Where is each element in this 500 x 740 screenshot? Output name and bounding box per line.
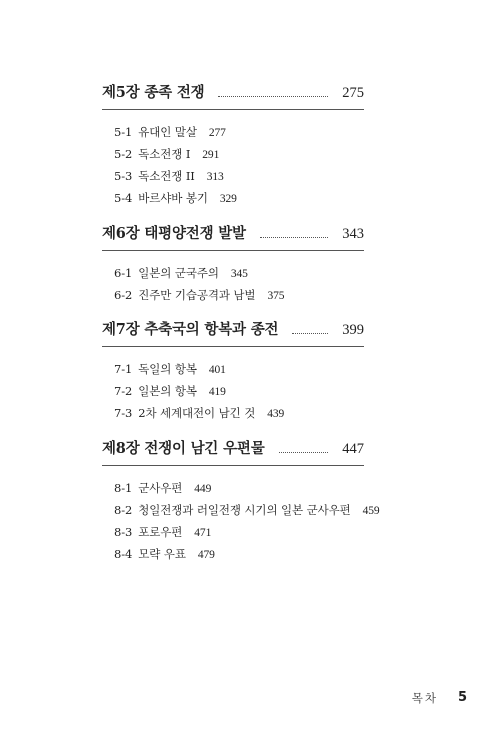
section-page: 471: [194, 527, 212, 539]
section-title: 포로우편: [138, 525, 183, 539]
section-item: [114, 143, 237, 165]
section-item: [114, 187, 237, 209]
chapter-page: 399: [342, 322, 364, 338]
section-item: [114, 165, 237, 187]
section-item: [114, 121, 237, 143]
section-title: 독소전쟁 I: [138, 147, 191, 161]
section-page: 419: [208, 386, 226, 398]
chapter-6: [102, 222, 364, 302]
section-list: [114, 121, 237, 209]
section-list: [114, 262, 284, 306]
section-page: 375: [267, 290, 285, 302]
chapter-8: [102, 437, 380, 561]
chapter-page: 343: [342, 226, 364, 242]
section-title: 진주만 기습공격과 남벌: [138, 288, 256, 302]
section-item: [114, 358, 284, 380]
chapter-title: 제8장 전쟁이 남긴 우편물: [102, 440, 265, 457]
section-title: 독일의 항복: [138, 362, 197, 376]
section-item: [114, 477, 380, 499]
chapter-heading: [102, 318, 364, 342]
section-item: [114, 262, 284, 284]
section-page: 277: [208, 127, 226, 139]
chapter-divider: [102, 109, 364, 110]
page-footer: [0, 688, 500, 708]
section-number: 8-3: [114, 525, 133, 539]
chapter-title: 제6장 태평양전쟁 발발: [102, 225, 246, 242]
section-page: 459: [362, 505, 380, 517]
section-title: 청일전쟁과 러일전쟁 시기의 일본 군사우편: [138, 503, 351, 517]
section-title: 군사우편: [138, 481, 183, 495]
section-number: 7-1: [114, 362, 133, 376]
dot-leader: [292, 333, 328, 334]
section-page: 329: [219, 193, 237, 205]
section-number: 8-1: [114, 481, 133, 495]
section-item: [114, 543, 380, 565]
section-number: 7-3: [114, 406, 133, 420]
section-number: 7-2: [114, 384, 133, 398]
section-page: 291: [202, 149, 220, 161]
section-number: 5-2: [114, 147, 133, 161]
section-number: 6-2: [114, 288, 133, 302]
section-item: [114, 284, 284, 306]
section-number: 5-4: [114, 191, 133, 205]
chapter-divider: [102, 465, 364, 466]
section-page: 479: [197, 549, 215, 561]
footer-section-label: 목차: [411, 691, 438, 705]
page-number: 5: [457, 690, 467, 705]
section-title: 모략 우표: [138, 547, 186, 561]
section-list: [114, 477, 380, 565]
section-item: [114, 499, 380, 521]
section-number: 6-1: [114, 266, 133, 280]
dot-leader: [260, 237, 328, 238]
section-title: 일본의 항복: [138, 384, 197, 398]
section-number: 8-4: [114, 547, 133, 561]
section-title: 일본의 군국주의: [138, 266, 219, 280]
section-title: 독소전쟁 II: [138, 169, 195, 183]
chapter-heading: [102, 81, 364, 105]
section-page: 449: [194, 483, 212, 495]
dot-leader: [279, 452, 329, 453]
section-item: [114, 402, 284, 424]
section-number: 5-3: [114, 169, 133, 183]
section-page: 401: [208, 364, 226, 376]
chapter-divider: [102, 250, 364, 251]
section-title: 유대인 말살: [138, 125, 197, 139]
section-title: 바르샤바 봉기: [138, 191, 208, 205]
chapter-7: [102, 318, 364, 420]
chapter-heading: [102, 437, 364, 461]
chapter-title: 제7장 추축국의 항복과 종전: [102, 321, 279, 338]
dot-leader: [218, 96, 328, 97]
section-item: [114, 380, 284, 402]
section-page: 345: [230, 268, 248, 280]
section-list: [114, 358, 284, 424]
section-number: 8-2: [114, 503, 133, 517]
section-number: 5-1: [114, 125, 133, 139]
chapter-heading: [102, 222, 364, 246]
chapter-page: 447: [342, 441, 364, 457]
section-title: 2차 세계대전이 남긴 것: [138, 406, 256, 420]
section-page: 439: [267, 408, 285, 420]
chapter-divider: [102, 346, 364, 347]
chapter-5: [102, 81, 364, 205]
chapter-title: 제5장 종족 전쟁: [102, 84, 205, 101]
section-page: 313: [206, 171, 224, 183]
chapter-page: 275: [342, 85, 364, 101]
section-item: [114, 521, 380, 543]
